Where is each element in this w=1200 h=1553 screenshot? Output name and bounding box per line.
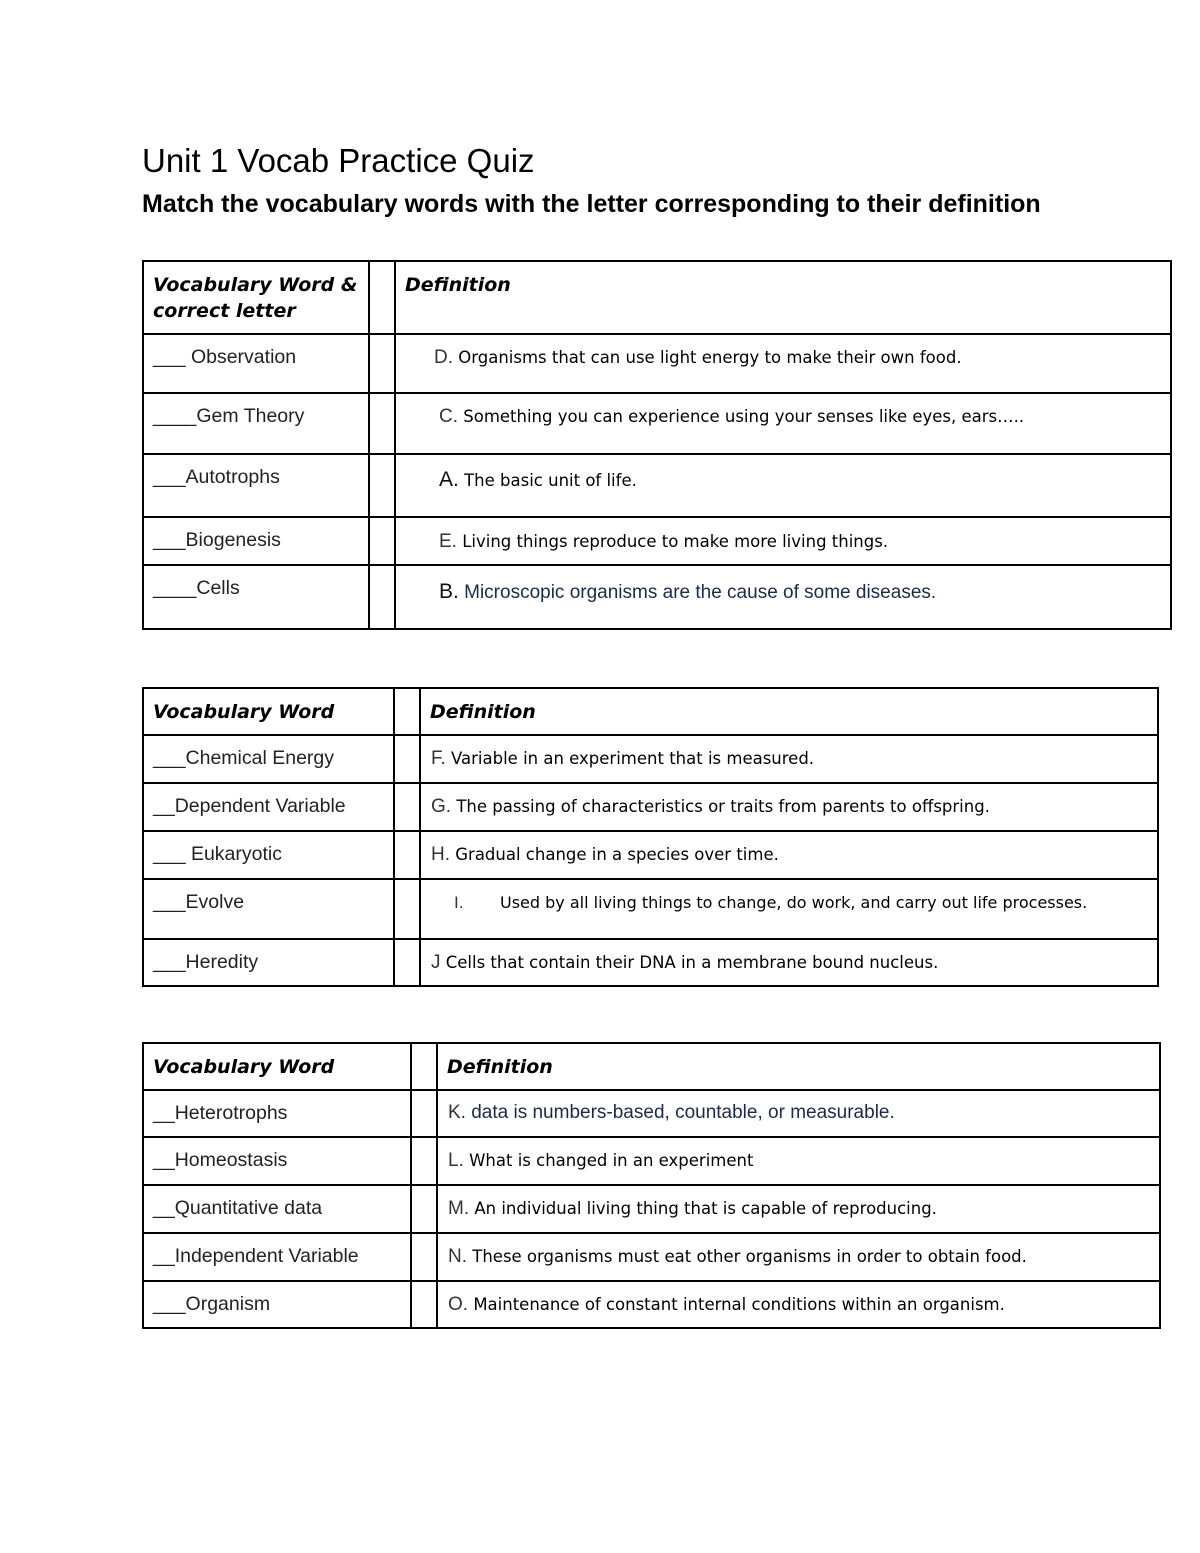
vocab-table-3 [142,1042,1161,1329]
definition-text [438,1186,1159,1221]
definition-cell [437,1090,1160,1137]
table-header-row [143,1043,1160,1090]
page-title: Unit 1 Vocab Practice Quiz [142,142,535,179]
definition-cell [437,1137,1160,1185]
answer-cell[interactable] [143,565,369,629]
vocab-word: ___Evolve [153,891,245,913]
definition-text [396,566,1170,605]
header-cell [395,261,1171,334]
definition-cell [395,393,1171,454]
definition-text [438,1138,1159,1173]
definition-body: Organisms that can use light energy to make their own food. [458,348,962,367]
answer-cell[interactable] [143,831,394,879]
definition-cell [395,517,1171,565]
answer-cell[interactable] [143,1281,411,1328]
header-definition: Definition [405,274,511,296]
definition-letter: F. [431,748,446,769]
spacer-cell [369,334,395,393]
spacer-cell [411,1281,437,1328]
answer-cell[interactable] [143,783,394,831]
definition-letter: L. [448,1150,464,1171]
definition-body: The passing of characteristics or traits from parents to offspring. [456,797,990,816]
definition-body: The basic unit of life. [464,471,637,490]
definition-letter: H. [431,844,450,865]
vocab-word: ___Heredity [153,951,259,973]
definition-letter: E. [439,531,457,552]
spacer-cell [369,565,395,629]
spacer-cell [369,517,395,565]
vocab-word: __Homeostasis [153,1149,288,1171]
definition-body: Used by all living things to change, do work, and carry out life processes. [500,893,1088,912]
table-row [143,517,1171,565]
definition-body: Living things reproduce to make more living things. [462,532,889,551]
definition-cell [420,735,1158,783]
header-cell [437,1043,1160,1090]
definition-letter: K. [448,1102,466,1123]
header-cell [420,688,1158,735]
answer-cell[interactable] [143,334,369,393]
vocab-word: ___ Eukaryotic [153,843,282,865]
definition-body: Gradual change in a species over time. [455,845,779,864]
header-word: Vocabulary Word & correct letter [153,274,358,322]
spacer-cell [411,1185,437,1233]
definition-letter: I. [454,893,464,912]
definition-cell [420,783,1158,831]
spacer-cell [411,1137,437,1185]
definition-text [421,832,1157,867]
definition-text [421,940,1157,975]
definition-text [421,784,1157,819]
definition-body: Something you can experience using your senses like eyes, ears….. [463,407,1025,426]
definition-cell [437,1281,1160,1328]
definition-cell [420,879,1158,939]
vocab-word: ____Gem Theory [153,405,305,427]
definition-text [438,1234,1159,1269]
table-header-row [143,261,1171,334]
vocab-table-1 [142,260,1172,630]
definition-text [396,335,1170,370]
spacer-cell [394,879,420,939]
definition-cell [395,334,1171,393]
table-row [143,831,1158,879]
definition-cell [420,939,1158,986]
header-cell [143,261,369,334]
table-row [143,1233,1160,1281]
table-row [143,454,1171,517]
definition-cell [395,454,1171,517]
vocab-word: ____Cells [153,577,240,599]
answer-cell[interactable] [143,454,369,517]
definition-letter: B. [439,580,459,603]
spacer-cell [411,1090,437,1137]
vocab-word: ___ Observation [153,346,297,368]
table-row [143,1090,1160,1137]
spacer-cell [394,939,420,986]
answer-cell[interactable] [143,735,394,783]
vocab-word: __Independent Variable [153,1245,359,1267]
answer-cell[interactable] [143,939,394,986]
spacer-cell [394,783,420,831]
definition-body: An individual living thing that is capable of reproducing. [474,1199,937,1218]
answer-cell[interactable] [143,879,394,939]
definition-letter: N. [448,1246,467,1267]
table-row [143,565,1171,629]
definition-text [396,518,1170,554]
definition-body: Variable in an experiment that is measured. [451,749,815,768]
header-definition: Definition [447,1056,553,1078]
definition-letter: C. [439,406,458,427]
definition-body: Microscopic organisms are the cause of some diseases. [464,582,937,603]
vocab-word: ___Chemical Energy [153,747,335,769]
spacer-cell [394,735,420,783]
answer-cell[interactable] [143,1137,411,1185]
header-cell [143,1043,411,1090]
table-row [143,735,1158,783]
definition-letter: G. [431,796,452,817]
table-row [143,939,1158,986]
definition-letter: M. [448,1198,470,1219]
table-row [143,1185,1160,1233]
answer-cell[interactable] [143,393,369,454]
definition-body: data is numbers-based, countable, or measurable. [471,1102,895,1123]
spacer-cell [369,393,395,454]
table-row [143,334,1171,393]
definition-letter: A. [439,468,459,491]
definition-body: Cells that contain their DNA in a membrane bound nucleus. [445,953,939,972]
definition-text [421,880,1157,915]
vocab-word: __Heterotrophs [153,1102,288,1124]
definition-body: Maintenance of constant internal conditions within an organism. [473,1295,1005,1314]
definition-body: These organisms must eat other organisms in order to obtain food. [472,1247,1027,1266]
definition-letter: J [431,952,441,973]
vocab-table-2 [142,687,1159,987]
table-row [143,783,1158,831]
answer-cell[interactable] [143,1233,411,1281]
spacer-cell [394,831,420,879]
table-row [143,879,1158,939]
answer-cell[interactable] [143,1090,411,1137]
header-cell [143,688,394,735]
definition-text [438,1091,1159,1125]
vocab-word: ___Autotrophs [153,466,280,488]
definition-body: What is changed in an experiment [469,1151,754,1170]
definition-letter: O. [448,1294,469,1315]
instructions: Match the vocabulary words with the letter corresponding to their definition [142,190,1041,218]
header-definition: Definition [430,701,536,723]
definition-cell [437,1185,1160,1233]
definition-cell [420,831,1158,879]
answer-cell[interactable] [143,517,369,565]
spacer-cell [411,1233,437,1281]
definition-cell [437,1233,1160,1281]
answer-cell[interactable] [143,1185,411,1233]
spacer-cell [369,261,395,334]
table-header-row [143,688,1158,735]
vocab-word: __Dependent Variable [153,795,346,817]
table-row [143,1137,1160,1185]
spacer-cell [411,1043,437,1090]
definition-text [438,1282,1159,1317]
table-row [143,393,1171,454]
header-word: Vocabulary Word [153,701,335,723]
spacer-cell [369,454,395,517]
definition-cell [395,565,1171,629]
table-row [143,1281,1160,1328]
header-word: Vocabulary Word [153,1056,335,1078]
vocab-word: ___Organism [153,1293,271,1315]
vocab-word: __Quantitative data [153,1197,323,1219]
definition-text [396,455,1170,493]
definition-text [421,736,1157,771]
vocab-word: ___Biogenesis [153,529,281,551]
definition-letter: D. [434,347,453,368]
spacer-cell [394,688,420,735]
definition-text [396,394,1170,429]
